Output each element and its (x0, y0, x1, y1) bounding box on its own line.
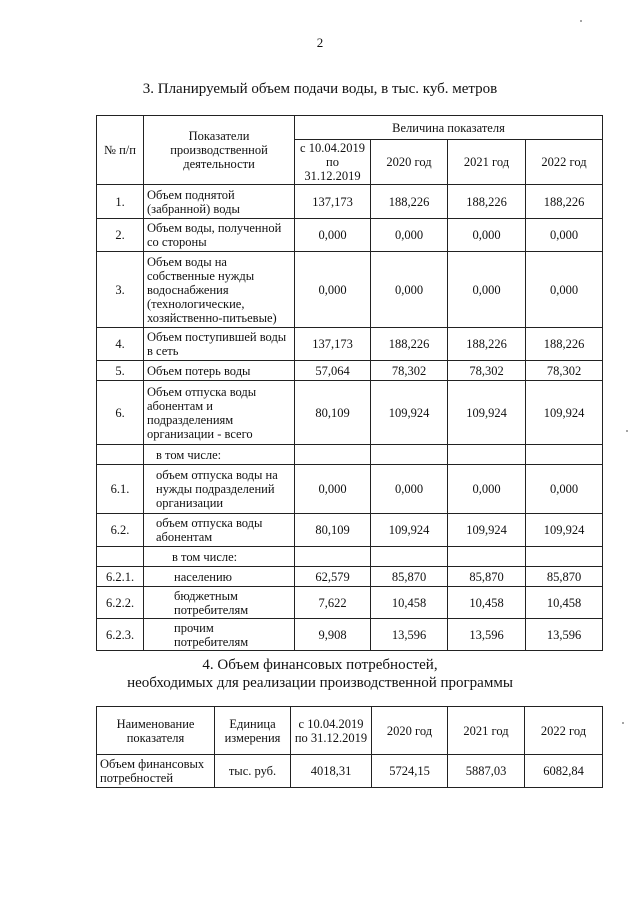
table-row (97, 252, 603, 328)
row-value: 78,302 (526, 361, 603, 381)
row-label: Объем воды на собственные нужды водоснабжения (технологические, хозяйственно-питьевые) (144, 252, 295, 328)
row-value (526, 445, 603, 465)
row-value: 78,302 (371, 361, 448, 381)
row-value: 57,064 (295, 361, 371, 381)
header-value-group: Величина показателя (295, 116, 603, 140)
row-value: 0,000 (371, 465, 448, 514)
section-title-line: необходимых для реализации производственной программы (127, 675, 513, 691)
row-value: 80,109 (295, 514, 371, 547)
row-num: 6.2.3. (97, 619, 144, 651)
row-num: 6.1. (97, 465, 144, 514)
table-row (97, 185, 603, 219)
header-unit: Единица измерения (215, 707, 291, 755)
row-label: Объем поступившей воды в сеть (144, 328, 295, 361)
water-supply-table (96, 115, 603, 651)
row-value: 109,924 (371, 514, 448, 547)
row-value: 0,000 (295, 252, 371, 328)
row-value: 188,226 (448, 185, 526, 219)
header-period: с 10.04.2019 по 31.12.2019 (291, 707, 372, 755)
row-value: 188,226 (371, 185, 448, 219)
row-label: Объем поднятой (забранной) воды (144, 185, 295, 219)
header-period: 2022 год (525, 707, 603, 755)
row-value: 10,458 (371, 587, 448, 619)
table-row (97, 219, 603, 252)
row-value (371, 547, 448, 567)
section-title-financial-needs (0, 656, 640, 692)
row-unit: тыс. руб. (215, 755, 291, 788)
row-num (97, 547, 144, 567)
row-num: 4. (97, 328, 144, 361)
row-value: 7,622 (295, 587, 371, 619)
row-value: 80,109 (295, 381, 371, 445)
row-value: 13,596 (371, 619, 448, 651)
row-value: 0,000 (295, 465, 371, 514)
header-indicator: Показатели производственной деятельности (144, 116, 295, 185)
row-value: 85,870 (448, 567, 526, 587)
row-value: 13,596 (448, 619, 526, 651)
row-value: 137,173 (295, 328, 371, 361)
row-label: прочим потребителям (144, 619, 295, 651)
table-row (97, 465, 603, 514)
row-num: 6.2.1. (97, 567, 144, 587)
scan-speck (626, 430, 628, 432)
section-title-line: 4. Объем финансовых потребностей, (202, 657, 438, 673)
row-value: 85,870 (526, 567, 603, 587)
row-value: 137,173 (295, 185, 371, 219)
row-label: Объем потерь воды (144, 361, 295, 381)
row-value: 188,226 (448, 328, 526, 361)
row-value (371, 445, 448, 465)
header-period: 2020 год (371, 140, 448, 185)
row-value (448, 547, 526, 567)
row-value (448, 445, 526, 465)
row-value: 188,226 (371, 328, 448, 361)
header-name: Наименование показателя (97, 707, 215, 755)
row-value (295, 547, 371, 567)
row-num: 6. (97, 381, 144, 445)
header-period: с 10.04.2019 по 31.12.2019 (295, 140, 371, 185)
row-value: 62,579 (295, 567, 371, 587)
row-value: 0,000 (371, 252, 448, 328)
row-label: населению (144, 567, 295, 587)
row-value: 10,458 (448, 587, 526, 619)
row-label: Объем отпуска воды абонентам и подразделениям организации - всего (144, 381, 295, 445)
row-value: 5724,15 (372, 755, 448, 788)
row-value: 0,000 (448, 465, 526, 514)
scan-speck (622, 722, 624, 724)
row-value: 188,226 (526, 328, 603, 361)
row-value: 9,908 (295, 619, 371, 651)
row-value: 85,870 (371, 567, 448, 587)
row-value: 10,458 (526, 587, 603, 619)
row-value: 0,000 (448, 252, 526, 328)
table-row (97, 619, 603, 651)
row-value: 0,000 (526, 219, 603, 252)
row-num: 6.2.2. (97, 587, 144, 619)
table-row (97, 381, 603, 445)
row-value: 0,000 (295, 219, 371, 252)
row-num: 5. (97, 361, 144, 381)
row-num: 2. (97, 219, 144, 252)
row-label: объем отпуска воды абонентам (144, 514, 295, 547)
section-title-water-supply: 3. Планируемый объем подачи воды, в тыс. куб. метров (142, 81, 498, 97)
row-value: 0,000 (448, 219, 526, 252)
row-label: Объем финансовых потребностей (97, 755, 215, 788)
table-row (97, 361, 603, 381)
table-row (97, 514, 603, 547)
row-num: 6.2. (97, 514, 144, 547)
table-row (97, 328, 603, 361)
row-label: в том числе: (144, 445, 295, 465)
row-value: 0,000 (526, 465, 603, 514)
header-period: 2020 год (372, 707, 448, 755)
row-num: 1. (97, 185, 144, 219)
row-value: 78,302 (448, 361, 526, 381)
row-value: 109,924 (526, 381, 603, 445)
row-label: Объем воды, полученной со стороны (144, 219, 295, 252)
row-label: в том числе: (144, 547, 295, 567)
financial-needs-table (96, 706, 603, 788)
row-value: 13,596 (526, 619, 603, 651)
row-value: 4018,31 (291, 755, 372, 788)
table-row (97, 567, 603, 587)
row-value: 109,924 (448, 381, 526, 445)
scan-speck (580, 20, 582, 22)
header-num: № п/п (97, 116, 144, 185)
row-value: 109,924 (526, 514, 603, 547)
row-value: 0,000 (371, 219, 448, 252)
table-row (97, 547, 603, 567)
table-row (97, 587, 603, 619)
table-row (97, 445, 603, 465)
row-value: 5887,03 (448, 755, 525, 788)
row-label: объем отпуска воды на нужды подразделений организации (144, 465, 295, 514)
header-period: 2022 год (526, 140, 603, 185)
row-value: 6082,84 (525, 755, 603, 788)
row-value: 109,924 (371, 381, 448, 445)
row-value: 109,924 (448, 514, 526, 547)
page-number: 2 (316, 35, 324, 50)
row-value (526, 547, 603, 567)
row-value: 0,000 (526, 252, 603, 328)
row-num (97, 445, 144, 465)
header-period: 2021 год (448, 707, 525, 755)
header-period: 2021 год (448, 140, 526, 185)
row-num: 3. (97, 252, 144, 328)
row-label: бюджетным потребителям (144, 587, 295, 619)
table-row (97, 755, 603, 788)
row-value: 188,226 (526, 185, 603, 219)
row-value (295, 445, 371, 465)
